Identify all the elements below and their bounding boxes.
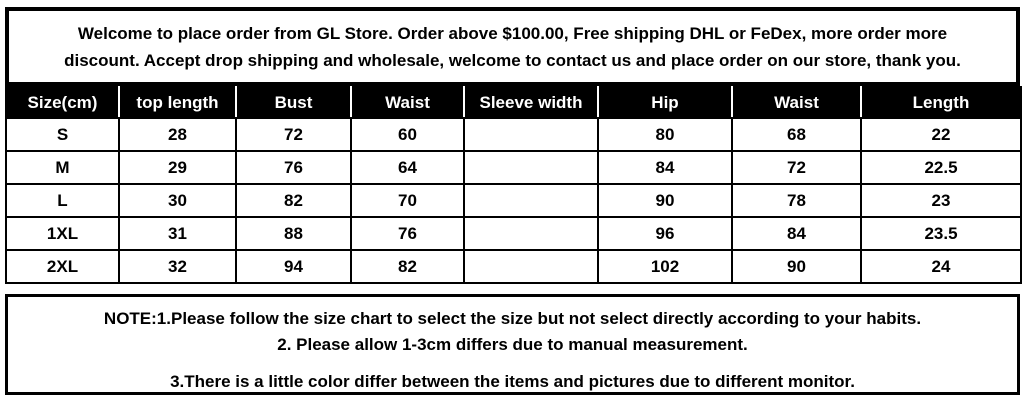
measurement-cell: 96 bbox=[598, 217, 732, 250]
measurement-cell: 90 bbox=[732, 250, 861, 283]
store-welcome-banner bbox=[5, 7, 1020, 86]
banner-line-1: Welcome to place order from GL Store. Order above $100.00, Free shipping DHL or FeDex, more order more bbox=[77, 23, 948, 43]
measurement-cell: 94 bbox=[236, 250, 351, 283]
size-label-cell: M bbox=[6, 151, 119, 184]
measurement-cell: 70 bbox=[351, 184, 464, 217]
note-line-2: 2. Please allow 1-3cm differs due to manual measurement. bbox=[277, 335, 748, 354]
measurement-cell: 31 bbox=[119, 217, 236, 250]
measurement-cell: 80 bbox=[598, 118, 732, 151]
column-header-waist: Waist bbox=[351, 87, 464, 118]
measurement-cell: 22 bbox=[861, 118, 1021, 151]
table-row-2xl bbox=[6, 250, 1021, 283]
measurement-cell: 24 bbox=[861, 250, 1021, 283]
measurement-cell: 72 bbox=[236, 118, 351, 151]
measurement-cell: 82 bbox=[236, 184, 351, 217]
measurement-cell: 76 bbox=[236, 151, 351, 184]
measurement-cell: 68 bbox=[732, 118, 861, 151]
column-header-waist-2: Waist bbox=[732, 87, 861, 118]
measurement-cell: 72 bbox=[732, 151, 861, 184]
measurement-cell: 23 bbox=[861, 184, 1021, 217]
measurement-cell: 88 bbox=[236, 217, 351, 250]
column-header-bust: Bust bbox=[236, 87, 351, 118]
measurement-cell: 82 bbox=[351, 250, 464, 283]
column-header-hip: Hip bbox=[598, 87, 732, 118]
size-label-cell: L bbox=[6, 184, 119, 217]
measurement-cell: 28 bbox=[119, 118, 236, 151]
column-header-sleeve-width: Sleeve width bbox=[464, 87, 598, 118]
measurement-cell: 30 bbox=[119, 184, 236, 217]
measurement-cell: 84 bbox=[732, 217, 861, 250]
measurement-cell: 90 bbox=[598, 184, 732, 217]
measurement-cell: 102 bbox=[598, 250, 732, 283]
notes-section bbox=[5, 294, 1020, 395]
measurement-cell: 32 bbox=[119, 250, 236, 283]
table-row-m bbox=[6, 151, 1021, 184]
column-header-size: Size(cm) bbox=[6, 87, 119, 118]
measurement-cell bbox=[464, 118, 598, 151]
measurement-cell: 78 bbox=[732, 184, 861, 217]
measurement-cell: 22.5 bbox=[861, 151, 1021, 184]
measurement-cell: 84 bbox=[598, 151, 732, 184]
table-row-l bbox=[6, 184, 1021, 217]
measurement-cell bbox=[464, 217, 598, 250]
size-label-cell: 1XL bbox=[6, 217, 119, 250]
measurement-cell: 64 bbox=[351, 151, 464, 184]
measurement-cell: 23.5 bbox=[861, 217, 1021, 250]
table-row-s bbox=[6, 118, 1021, 151]
note-line-3: 3.There is a little color differ between the items and pictures due to different monitor. bbox=[170, 372, 855, 391]
measurement-cell: 29 bbox=[119, 151, 236, 184]
note-line-1: NOTE:1.Please follow the size chart to select the size but not select directly according to your habits. bbox=[103, 309, 922, 328]
banner-line-2: discount. Accept drop shipping and wholesale, welcome to contact us and place order on our store, thank you. bbox=[64, 50, 961, 70]
measurement-cell bbox=[464, 250, 598, 283]
column-header-length: Length bbox=[861, 87, 1021, 118]
table-row-1xl bbox=[6, 217, 1021, 250]
header-row bbox=[6, 87, 1021, 118]
size-chart-table bbox=[5, 86, 1022, 284]
column-header-top-length: top length bbox=[119, 87, 236, 118]
measurement-cell bbox=[464, 151, 598, 184]
measurement-cell: 60 bbox=[351, 118, 464, 151]
size-label-cell: 2XL bbox=[6, 250, 119, 283]
size-label-cell: S bbox=[6, 118, 119, 151]
measurement-cell bbox=[464, 184, 598, 217]
measurement-cell: 76 bbox=[351, 217, 464, 250]
